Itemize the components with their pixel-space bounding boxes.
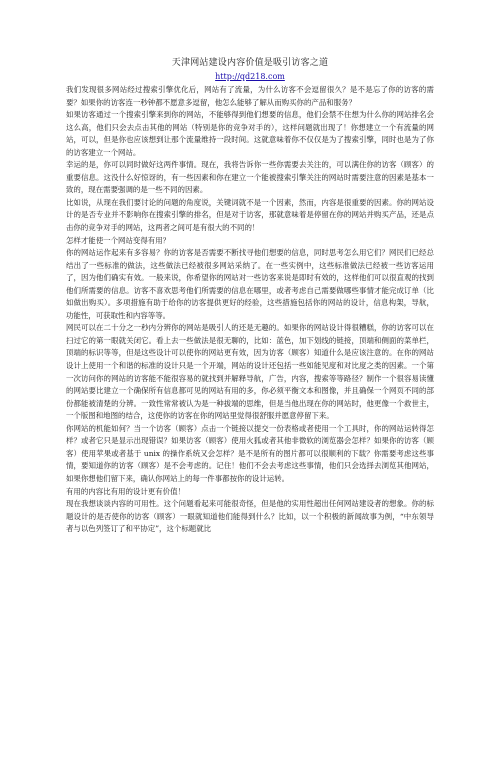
paragraph-3: 幸运的是，你可以同时做好这两件事情。现在，我将告诉你一些你需要去关注的，可以满住你的访客（顾客）的重要信息。这没什么好惊讶的，有一些因素和你在建立一个能被搜索引擎关注的网站时需要注意的因素是基本一致的，现在需要强调的是一些不同的因素。 xyxy=(66,160,434,195)
document-page xyxy=(0,57,500,765)
document-url xyxy=(66,71,434,82)
paragraph-7: 你网站的机能如何？当一个访客（顾客）点击一个链接以提交一份表格或者使用一个工具时，你的网站运转得怎样？或者它只是显示出现错误？如果访客（顾客）使用火狐或者其他非微软的浏览器会怎样？如果你的访客（顾客）使用苹果或者基于 unix 的操作系统又会怎样？是不是所有的图片都可以很顺利的下载？你需要考虑这些事情，要知道你的访客（顾客）是不会考虑的。记住！他们不会去考虑这些事情，他们只会选择去浏览其他网站，如果你想他们留下来，确认你网站上的每一件事都按你的设计运转。 xyxy=(66,423,434,483)
paragraph-8: 现在我想谈谈内容的可用性。这个问题看起来可能很奇怪，但是他的实用性超出任何网站建设者的想象。你的标题设计的是否使你的访客（顾客）一眼就知道他们能得到什么？比如，以一个积极的新闻故事为例，“中东领导者与以色列签订了和平协定”，这个标题就比 xyxy=(66,499,434,534)
section-heading-content-value: 有用的内容比有用的设计更有价值！ xyxy=(66,486,185,496)
document-title: 天津网站建设内容价值是吸引访客之道 xyxy=(171,58,329,68)
url-link[interactable]: http://qd218.com xyxy=(215,72,285,81)
paragraph-5: 你的网站运作起来有多容易？你的访客是否需要不断找寻他们想要的信息，同时思考怎么用它们？网民们已经总结出了一些标准的做法，这些做法已经被很多网站采纳了。在一些实例中，这些标准做法已经被一些访客运用了，因为他们确实有效。一般来说，你希望你的网站对一些访客来说是即时有效的，这样他们可以很直观的找到他们所需要的信息。访客不喜欢思考他们所需要的信息在哪里，或者考虑自己需要做哪些事情才能完成订单（比如做出购买）。多项措施有助于给你的访客提供更好的经验，这些措施包括你的网站的设计，信息构架，导航，功能性，可获取性和内容等等。 xyxy=(66,248,434,320)
paragraph-4: 比如说，从现在我们要讨论的问题的角度说，关键词就不是一个因素，然而，内容是很重要的因素。你的网站设计的是否专业并不影响你在搜索引擎的排名，但是对于访客，那就意味着是停留在你的网站并购买产品，还是点击你的竞争对手的网站，这两者之间可是有很大的不同的！ xyxy=(66,197,434,233)
section-heading-usability: 怎样才能使一个网站变得有用？ xyxy=(66,235,171,245)
paragraph-1: 我们发现很多网站经过搜索引擎优化后，网站有了流量，为什么访客不会逗留很久？是不是忘了你的访客的需要？如果你的访客连一秒钟都不愿意多逗留，他怎么能够了解从而购买你的产品和服务？ xyxy=(66,85,434,107)
document-body xyxy=(66,84,434,536)
paragraph-6: 网民可以在二十分之一秒内分辨你的网站是吸引人的还是无趣的。如果你的网站设计得很糟糕，你的访客可以在扫过它的第一眼就关闭它。看上去一些做法是很无聊的，比如：蓝色，加下划线的链接，顶端和侧面的菜单栏，顶端的标识等等，但是这些设计可以使你的网站更有效，因为访客（顾客）知道什么是应该注意的。在你的网站设计上使用一个和谐的标准的设计只是一个开端，网站的设计还包括一些如能见度和对比度之类的因素。一个第一次访问你的网站的访客能不能很容易的就找到并解释导航，广告，内容，搜索等等路径？制作一个很容易读懂的网站要比建立一个确保所有信息都可见的网站有用的多，你必须平衡文本和图像，并且确保一个网页不同的部份都能被清楚的分辨。一致性常常被认为是一种拔端的思维，但是当他出现在你的网站时，他更像一个救世主，一个版图和地图的结合，这使你的访客在你的网站里觉得很舒服并愿意停留下来。 xyxy=(66,323,434,421)
paragraph-2: 如果访客通过一个搜索引擎来到你的网站，不能够得到他们想要的信息，他们会禁不住想为什么你的网站排名会这么高，他们只会去点击其他的网站（特别是你的竞争对手的），这样问题就出现了！你想建立一个有流量的网站，可以，但是你也应该想到让那个流量维持一段时间。这就意味着你不仅仅是为了搜索引擎，同时也是为了你的访客建立一个网站。 xyxy=(66,110,434,157)
